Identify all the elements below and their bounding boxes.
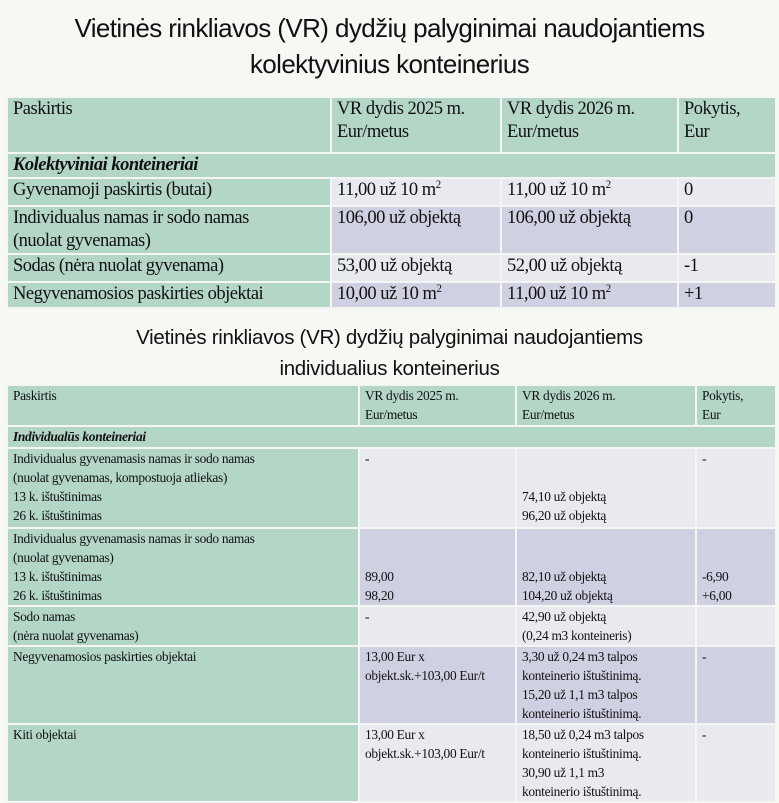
value-2026: 82,10 už objektą 104,20 už objektą	[516, 528, 696, 606]
header-row	[7, 385, 776, 426]
value-2025: 10,00 už 10 $m^2$	[331, 282, 501, 308]
header-cell: VR dydis 2025 m. Eur/metus	[359, 385, 516, 426]
value-2025: -	[359, 606, 516, 646]
value-2025: -	[359, 448, 516, 528]
header-cell: Pokytis, Eur	[696, 385, 776, 426]
table-row	[7, 254, 776, 282]
header-cell: Pokytis, Eur	[678, 97, 776, 153]
table-row	[7, 282, 776, 308]
change-value: 0	[678, 178, 776, 206]
row-label: Negyvenamosios paskirties objektai	[7, 646, 359, 724]
table-row	[7, 206, 776, 254]
value-2026: 52,00 už objektą	[501, 254, 678, 282]
section-row	[7, 426, 776, 448]
row-label: Gyvenamoji paskirtis (butai)	[7, 178, 331, 206]
header-cell: VR dydis 2026 m. Eur/metus	[501, 97, 678, 153]
table-row	[7, 606, 776, 646]
table2-title: Vietinės rinkliavos (VR) dydžių palyginimai naudojantiems individualius konteinerius	[136, 326, 643, 380]
value-2026: 3,30 už 0,24 m3 talpos konteinerio ištuštinimą. 15,20 už 1,1 m3 talpos konteinerio ištuštinimą.	[516, 646, 696, 724]
section-label: Individualūs konteineriai	[7, 426, 776, 448]
value-2026: 106,00 už objektą	[501, 206, 678, 254]
value-2025: 13,00 Eur x objekt.sk.+103,00 Eur/t	[359, 724, 516, 802]
row-label: Sodo namas (nėra nuolat gyvenamas)	[7, 606, 359, 646]
header-row	[7, 97, 776, 153]
table-row	[7, 724, 776, 802]
value-2026: 74,10 už objektą 96,20 už objektą	[516, 448, 696, 528]
table-row	[7, 178, 776, 206]
individual-containers-table	[6, 384, 777, 803]
value-2025: 53,00 už objektą	[331, 254, 501, 282]
header-cell: VR dydis 2025 m. Eur/metus	[331, 97, 501, 153]
value-2025: 89,00 98,20	[359, 528, 516, 606]
collective-containers-table	[6, 96, 777, 309]
section-label: Kolektyviniai konteineriai	[7, 153, 776, 178]
value-2025: 13,00 Eur x objekt.sk.+103,00 Eur/t	[359, 646, 516, 724]
row-label: Individualus gyvenamasis namas ir sodo namas (nuolat gyvenamas, kompostuoja atliekas) 13 k. ištuštinimas 26 k. ištuštinimas	[7, 448, 359, 528]
change-value: -6,90 +6,00	[696, 528, 776, 606]
value-2026: 18,50 už 0,24 m3 talpos konteinerio ištuštinimą. 30,90 už 1,1 m3 konteinerio ištuštinimą.	[516, 724, 696, 802]
value-2025: 106,00 už objektą	[331, 206, 501, 254]
header-cell: VR dydis 2026 m. Eur/metus	[516, 385, 696, 426]
table1-title: Vietinės rinkliavos (VR) dydžių palyginimai naudojantiems kolektyvinius konteinerius	[74, 13, 705, 79]
row-label: Individualus gyvenamasis namas ir sodo namas (nuolat gyvenamas) 13 k. ištuštinimas 26 k. ištuštinimas	[7, 528, 359, 606]
row-label: Kiti objektai	[7, 724, 359, 802]
section-row	[7, 153, 776, 178]
value-2025: 11,00 už 10 $m^2$	[331, 178, 501, 206]
table-row	[7, 448, 776, 528]
change-value	[696, 606, 776, 646]
value-2026: 11,00 už 10 $m^2$	[501, 282, 678, 308]
change-value: -	[696, 646, 776, 724]
table-row	[7, 528, 776, 606]
row-label: Sodas (nėra nuolat gyvenama)	[7, 254, 331, 282]
change-value: -	[696, 448, 776, 528]
header-cell: Paskirtis	[7, 97, 331, 153]
row-label: Negyvenamosios paskirties objektai	[7, 282, 331, 308]
change-value: -	[696, 724, 776, 802]
change-value: 0	[678, 206, 776, 254]
value-2026: 42,90 už objektą (0,24 m3 konteineris)	[516, 606, 696, 646]
header-cell: Paskirtis	[7, 385, 359, 426]
change-value: +1	[678, 282, 776, 308]
table-row	[7, 646, 776, 724]
row-label: Individualus namas ir sodo namas (nuolat gyvenamas)	[7, 206, 331, 254]
change-value: -1	[678, 254, 776, 282]
value-2026: 11,00 už 10 $m^2$	[501, 178, 678, 206]
